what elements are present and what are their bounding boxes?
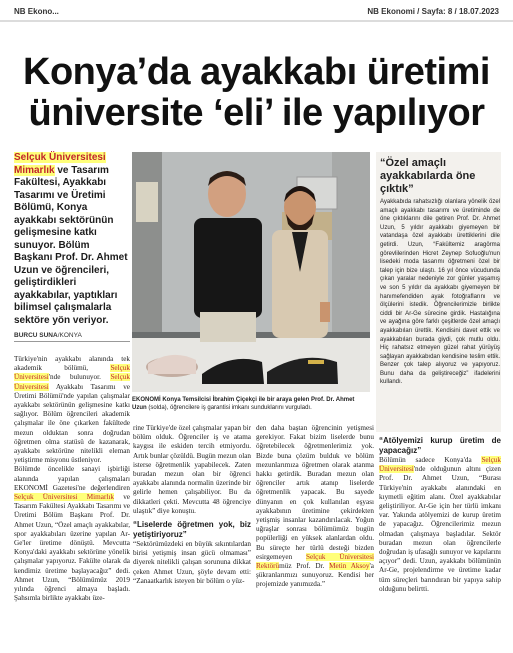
page-header	[0, 0, 513, 22]
col3-text-2: müz Prof. Dr.	[279, 562, 330, 571]
article-column-1	[14, 355, 130, 603]
caption-rest: (solda), öğrencilere iş garantisi imkanı sunduklarını vurguladı.	[146, 405, 312, 411]
headline-line-2: üniversite ‘eli’ ile yapılıyor	[28, 92, 485, 134]
col3-highlight-1: Selçuk Üniversitesi Rektörü	[256, 552, 374, 571]
col3-text-1: den daha baştan öğrencinin yetişmesi gerekiyor. Fakat bizim liselerde bunu öğretebilecek öğretmenlerimiz yok. Bizde buna çözüm bulduk ve bölüm mezunlarımıza öğretmen olarak atanma hakkı getirdik. Buradan mezun olan öğrenciler artık atanıp liselerde öğretmenlik yapacak. Bu sayede dünyanın en çok kullanılan eşyası ayakkabının üretimine çekirdekten yetişmiş insanlar kazandırılacak. Yoğun uğraşlar sonrası bölümümüz bugün popülerliği en yüksek alanlardan oldu. Bu süreçte her türlü desteği bizden esirgemeyen	[256, 424, 374, 561]
byline	[14, 332, 130, 342]
col3-highlight-2: Metin Aksoy	[329, 562, 370, 571]
byline-name: BURCU SUNA	[14, 332, 58, 339]
col2-text-2: “Sektörümüzdeki en büyük sıkıntılardan birisi yetişmiş insan gücü olmaması” diyerek nitelikli çalışan sorununa dikkat çeken Ahmet Uzun, şöyle devam etti: “Zanaatkarlık isteyen bir bölüm o yüz-	[133, 540, 251, 585]
article-photo	[132, 152, 370, 392]
col4-subheading: “Atölyemizi kurup üretim de yapacağız”	[379, 436, 501, 455]
col1-highlight-2: Selçuk Üniversitesi	[14, 373, 130, 391]
lead-text: ve Tasarım Fakültesi, Ayakkabı Tasarımı ve Üretimi Bölümü, Konya ayakkabı sektörünün gelişmesine katkı sunuyor. Bölüm Başkanı Prof. Dr. Ahmet Uzun ve öğrencileri, geliştirdikleri ayakkabılar, yaptıkları bilimsel çalışmalarla sektöre yön veriyor.	[14, 164, 128, 326]
col1-text-1: Türkiye'nin ayakkabı alanında tek akademik bölümü,	[14, 355, 130, 373]
photo-illustration	[132, 152, 370, 392]
col4-text-2: 'nde olduğunun altını çizen Prof. Dr. Ahmet Uzun, “Burası Türkiye'nin ayakkabı alanındaki en kıymetli eğitim alanı. Özel ayakkabılar geliştiriliyor. Ar-Ge için her türlü imkanı var. Yakında atölyemizi de kurup üretim de yapacağız. Öğrencilerimiz mezun olmadan çalışmaya başladılar. Sektör buradan mezun olan öğrencilerle doğrudan iş ufasağlı sunuyor ve kapılarını açıyor” dedi. Uzun, ayakkabı bölümünün Ar-Ge, projelendirme ve üretime kadar tüm süreçleri barındıran bir yapıya sahip olduğunu belirtti.	[379, 465, 501, 593]
lead-paragraph	[14, 152, 130, 327]
col1-text-5: ve Tasarım Fakültesi Ayakkabı Tasarımı ve Üretimi Bölüm Başkanı Prof. Dr. Ahmet Uzun, “Özel amaçlı ayakkabılar, spor ayakkabıları üzerine yapılan Ar-Ge'ler üretime dönüştü. Mevcutta Konya'daki ayakkabı sektörüne yönelik çalışmalar yapıyoruz. Fakülte olarak da kendimiz üretime başlayacağız” dedi. Ahmet Uzun, “Bölümümüz 2019 yılında öğrenci almaya başladı. Şahsımla birlikte ayakkabı üze-	[14, 493, 130, 603]
caption-bold: EKONOMİ Konya Temsilcisi İbrahim Çiçekçi ile bir araya gelen Prof. Dr. Ahmet Uzun	[132, 397, 355, 411]
article-column-4	[379, 436, 501, 594]
col1-highlight-3: Selçuk Üniversitesi Mimarlık	[14, 493, 114, 502]
headline-line-1: Konya’da ayakkabı üretimi	[23, 51, 490, 93]
lead-highlight-faculty: Mimarlık	[14, 164, 55, 176]
col4-text-1: Bölümün sadece Konya'da	[379, 456, 482, 464]
lead-highlight-university: Selçuk Üniversitesi	[14, 152, 106, 163]
article-column-2	[133, 424, 251, 586]
col3-text-3: 'a şükranlarımızı sunuyoruz. Kendisi her projemizde yanımızda.”	[256, 562, 374, 589]
article-column-3	[256, 424, 374, 590]
col1-text-2: 'nde bulunuyor.	[48, 373, 111, 382]
col2-subheading: “Liselerde öğretmen yok, biz yetiştiriyoruz”	[133, 520, 251, 540]
header-right: NB Ekonomi / Sayfa: 8 / 18.07.2023	[367, 7, 499, 16]
col4-highlight-1: Selçuk Üniversitesi	[379, 456, 501, 474]
col1-text-4: Bölümde öncelikle sanayi işbirliği alanında yapılan çalışmaları EKONOMİ Gazetesi'ne değerlendiren	[14, 465, 130, 492]
header-left: NB Ekono...	[14, 7, 59, 16]
col2-text-1: rine Türkiye'de özel çalışmalar yapan bir bölüm olduk. Öğrenciler iş ve atama kaygısı ile eskiden tercih etmiyordu. Artık bunlar çözüldü. Bugün mezun olan isterse öğretmenlik yapabilecek. Zaten buradan mezun olan bir öğrenci ayakkabı alanında normalin üzerinde bir gelirle hemen çalışabiliyor. Bu da dikkatleri çekti. Mevcutta 48 öğrenciye ulaştık” diye konuştu.	[133, 424, 251, 515]
byline-place: /KONYA	[57, 332, 82, 339]
col1-text-3: Ayakkabı Tasarımı ve Üretimi Bölümü'nde yapılan çalışmalar ayakkabı sektörünün gelişmesine katkı sağlıyor. Bölüm öğrencileri akademik çalışmalar ile öne çıkarken fakültede mezun olduktan sonra doğrudan öğretmen olma statüsü de kazanarak, ayakkabı sektörüne nitelikli eleman yetiştirme misyonu üstleniyor.	[14, 382, 130, 465]
col1-highlight-1: Selçuk Üniversitesi	[14, 364, 130, 382]
sidebar-text: Ayakkabıda rahatsızlığı olanlara yönelik özel amaçlı ayakkabı tasarımı ve üretiminde de öne çıktıklarını dile getiren Prof. Dr. Ahmet Uzun, 5 yıldır ayakkabı giyemeyen bir vatandaşa özel ayakkabı ürettiklerini dile getirdi. Uzun, “Fakültemiz aragörma görevlilerinden Hicret Zeynep Sofuoğlu'nun lisedeki moda tasarımı öğretmeni özel bir talep için bize ulaştı. 16 yıl önce vücudunda çıkan yaralar nedeniyle zor günler yaşamış ve son 5 yıldır da ayakkabı giyemeyen bir hanımefendiden ayak fotoğraflarını ve ölçülerini istedik. Öğrencilerimizle birlikte ciddi bir Ar-Ge sürecine girdik. Hastalığına ve ayağına göre farklı çeşitlerde özel amaçlı ayakkabıları ürettik. Kendisini davet ettik ve ayakkabıları burada giydi, çok mutlu oldu. Hiç rahatsız etmeyen güzel rahat yürüyüş sağlayan ayakkabıdan kendisine teslim ettik. Benzer çok talep alıyoruz ve yapıyoruz. Bunu daha da geliştireceğiz” ifadelerini kullandı.	[380, 199, 500, 386]
header-divider	[0, 20, 513, 22]
photo-caption	[132, 396, 370, 412]
sidebar-title: “Özel amaçlı ayakkabılarda öne çıktık”	[380, 157, 476, 195]
